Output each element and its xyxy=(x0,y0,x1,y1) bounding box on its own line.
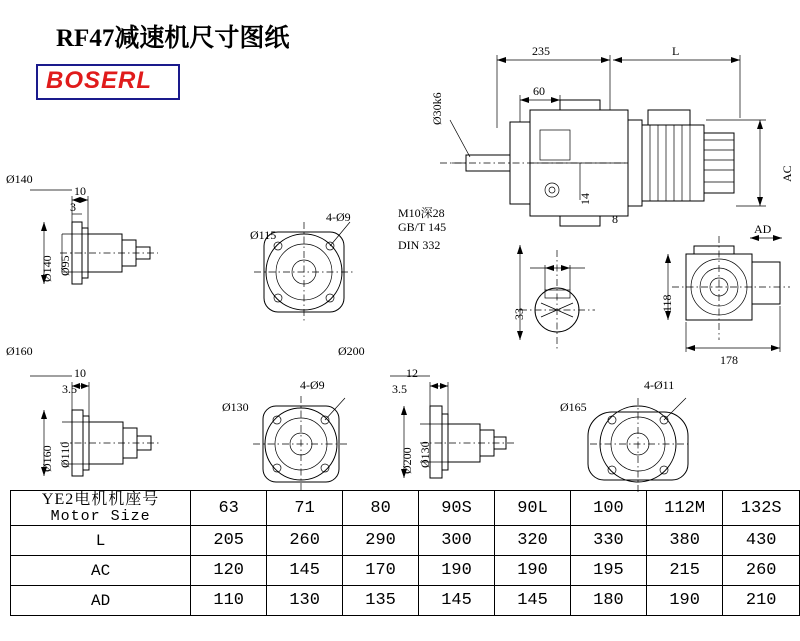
label-flange160-thk-a: 10 xyxy=(74,366,86,380)
row-label-L: L xyxy=(11,526,191,556)
thread-note-line1: M10深28 xyxy=(398,206,445,220)
label-flange115-outer: Ø115 xyxy=(250,228,277,242)
label-flange130-holes: 4-Ø9 xyxy=(300,378,325,392)
cell-AD-0: 110 xyxy=(191,586,267,616)
label-flange130-outer: Ø130 xyxy=(222,400,249,414)
thread-note-line2: GB/T 145 xyxy=(398,220,447,234)
dim-AD: AD xyxy=(754,222,772,236)
cell-L-7: 430 xyxy=(723,526,800,556)
table-row xyxy=(11,556,800,586)
table-col-7: 132S xyxy=(723,491,800,526)
cell-AC-5: 195 xyxy=(570,556,646,586)
cell-L-3: 300 xyxy=(419,526,495,556)
label-flange160-bolt-circle: Ø160 xyxy=(40,445,54,472)
cell-L-4: 320 xyxy=(495,526,571,556)
table-row xyxy=(11,526,800,556)
dim-L: L xyxy=(672,44,680,58)
cell-AD-1: 130 xyxy=(267,586,343,616)
cell-AD-2: 135 xyxy=(343,586,419,616)
cell-AD-7: 210 xyxy=(723,586,800,616)
cell-L-6: 380 xyxy=(646,526,723,556)
label-flange140-thk-b: 3 xyxy=(70,200,76,214)
table-row xyxy=(11,586,800,616)
cell-AC-3: 190 xyxy=(419,556,495,586)
dim-keyway-14: 14 xyxy=(578,193,592,205)
table-header-row xyxy=(11,491,800,526)
label-flange200-pilot: Ø130 xyxy=(418,441,432,468)
label-flange140-bolt-circle: Ø140 xyxy=(40,255,54,282)
cell-AC-4: 190 xyxy=(495,556,571,586)
row-label-AD: AD xyxy=(11,586,191,616)
table-header-label xyxy=(11,491,191,526)
cell-AD-4: 145 xyxy=(495,586,571,616)
motor-size-table xyxy=(10,490,800,616)
dim-118: 118 xyxy=(660,294,674,312)
label-flange200-thk-b: 3.5 xyxy=(392,382,407,396)
dim-235: 235 xyxy=(532,44,550,58)
dim-33: 33 xyxy=(512,308,526,320)
cell-L-2: 290 xyxy=(343,526,419,556)
cell-AD-5: 180 xyxy=(570,586,646,616)
cell-AC-0: 120 xyxy=(191,556,267,586)
cell-AC-2: 170 xyxy=(343,556,419,586)
brand-logo-text: BOSERL xyxy=(46,67,153,94)
label-flange160-pilot: Ø110 xyxy=(58,441,72,468)
label-flange160-thk-b: 3.5 xyxy=(62,382,77,396)
cell-AC-7: 260 xyxy=(723,556,800,586)
dim-shaft-dia: Ø30k6 xyxy=(430,92,444,125)
cell-AD-6: 190 xyxy=(646,586,723,616)
label-flange160-outer: Ø160 xyxy=(6,344,33,358)
cell-L-1: 260 xyxy=(267,526,343,556)
label-flange140-thk-a: 10 xyxy=(74,184,86,198)
table-col-6: 112M xyxy=(646,491,723,526)
thread-note-line3: DIN 332 xyxy=(398,238,441,252)
label-flange200-outer: Ø200 xyxy=(338,344,365,358)
table-header-cn: YE2电机机座号 xyxy=(41,491,160,508)
cell-AC-6: 215 xyxy=(646,556,723,586)
table-col-0: 63 xyxy=(191,491,267,526)
cell-L-5: 330 xyxy=(570,526,646,556)
page-title: RF47减速机尺寸图纸 xyxy=(56,25,290,52)
dim-60: 60 xyxy=(533,84,545,98)
table-col-2: 80 xyxy=(343,491,419,526)
label-flange165-outer: Ø165 xyxy=(560,400,587,414)
label-flange200-bolt-circle: Ø200 xyxy=(400,447,414,474)
label-flange115-holes: 4-Ø9 xyxy=(326,210,351,224)
dim-178: 178 xyxy=(720,353,738,367)
dim-8: 8 xyxy=(612,212,618,226)
cell-L-0: 205 xyxy=(191,526,267,556)
label-flange140-outer: Ø140 xyxy=(6,172,33,186)
table-header-en: Motor Size xyxy=(50,508,151,525)
cell-AC-1: 145 xyxy=(267,556,343,586)
dim-AC: AC xyxy=(780,165,794,182)
table-col-5: 100 xyxy=(570,491,646,526)
table-col-1: 71 xyxy=(267,491,343,526)
row-label-AC: AC xyxy=(11,556,191,586)
cell-AD-3: 145 xyxy=(419,586,495,616)
table-col-3: 90S xyxy=(419,491,495,526)
table-col-4: 90L xyxy=(495,491,571,526)
label-flange165-holes: 4-Ø11 xyxy=(644,378,675,392)
label-flange200-thk-a: 12 xyxy=(406,366,418,380)
label-flange140-pilot: Ø95 xyxy=(58,255,72,276)
